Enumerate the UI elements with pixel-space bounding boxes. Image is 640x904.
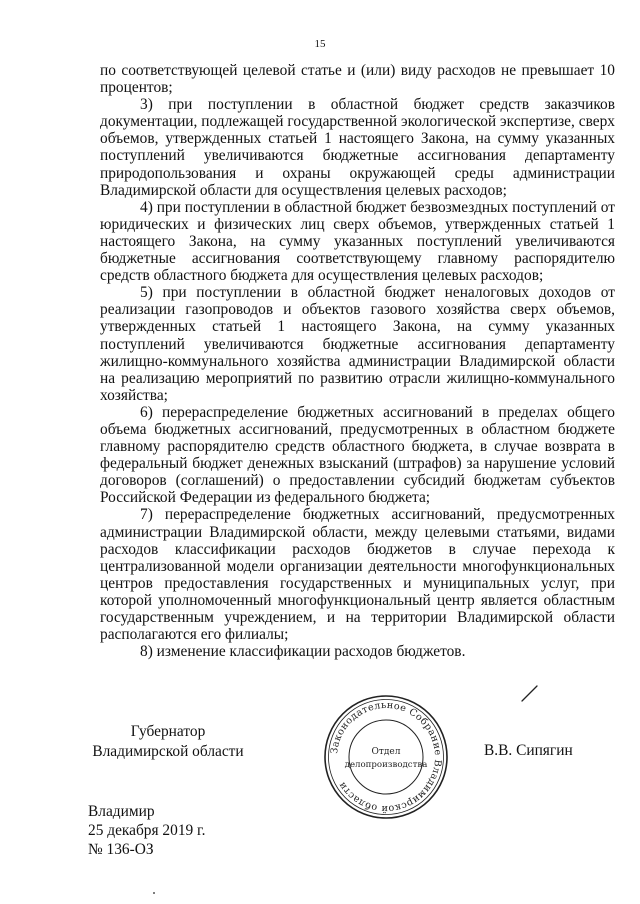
stamp-outer-text: Законодательное Собрание Владимирской области	[329, 699, 444, 815]
date: 25 декабря 2019 г.	[88, 822, 206, 839]
stamp-inner-line2: делопроизводства	[344, 760, 428, 770]
paragraph-continuation: по соответствующей целевой статье и (или) виду расходов не превышает 10 процентов;	[100, 62, 615, 97]
paragraph-item-5: 5) при поступлении в областной бюджет неналоговых доходов от реализации газопроводов и объектов газового хозяйства сверх объемов, утвержденных статьей 1 настоящего Закона, на сумму указанных поступлений увеличиваются бюджетные ассигнования департаменту жилищно-коммунального хозяйства администрации Владимирской области на реализацию мероприятий по развитию отрасли жилищно-коммунального хозяйства;	[100, 284, 615, 404]
page-number: 15	[314, 38, 326, 50]
governor-title-line2: Владимирской области	[92, 743, 244, 760]
stamp-inner-line1: Отдел	[371, 747, 401, 757]
law-body-text	[100, 62, 615, 660]
paragraph-item-7: 7) перераспределение бюджетных ассигнований, предусмотренных администрации Владимирской области, между целевыми статьями, видами расходов классификации расходов бюджетов в случае перехода к централизованной модели организации деятельности многофункциональных центров предоставления государственных и муниципальных услуг, при которой уполномоченный многофункциональный центр является областным государственным учреждением, и на территории Владимирской области располагаются его филиалы;	[100, 506, 615, 644]
city: Владимир	[88, 803, 155, 820]
governor-title	[88, 722, 248, 762]
paragraph-item-8: 8) изменение классификации расходов бюджетов.	[140, 643, 466, 661]
scan-speck	[153, 892, 155, 894]
handwritten-signature-mark	[520, 683, 540, 703]
law-number: № 136-ОЗ	[88, 841, 154, 858]
place-date-number	[88, 802, 205, 859]
paragraph-item-6: 6) перераспределение бюджетных ассигнований в пределах общего объема бюджетных ассигнований, предусмотренных в областном бюджете главному распорядителю средств областного бюджета, в случае возврата в федеральный бюджет денежных взысканий (штрафов) за нарушение условий договоров (соглашений) о предоставлении субсидий бюджетам субъектов Российской Федерации из федерального бюджета;	[100, 403, 615, 507]
paragraph-item-4: 4) при поступлении в областной бюджет безвозмездных поступлений от юридических и физических лиц сверх объемов, утвержденных статьей 1 настоящего Закона, на сумму указанных поступлений увеличиваются бюджетные ассигнования соответствующему главному распорядителю средств областного бюджета для осуществления целевых расходов;	[100, 198, 615, 285]
official-seal-stamp	[322, 693, 450, 821]
paragraph-item-3: 3) при поступлении в областной бюджет средств заказчиков документации, подлежащей государственной экологической экспертизе, сверх объемов, утвержденных статьей 1 настоящего Закона, на сумму указанных поступлений увеличиваются бюджетные ассигнования департаменту природопользования и охраны окружающей среды администрации Владимирской области для осуществления целевых расходов;	[100, 96, 615, 199]
governor-title-line1: Губернатор	[130, 723, 206, 740]
signer-name: В.В. Сипягин	[484, 742, 573, 759]
